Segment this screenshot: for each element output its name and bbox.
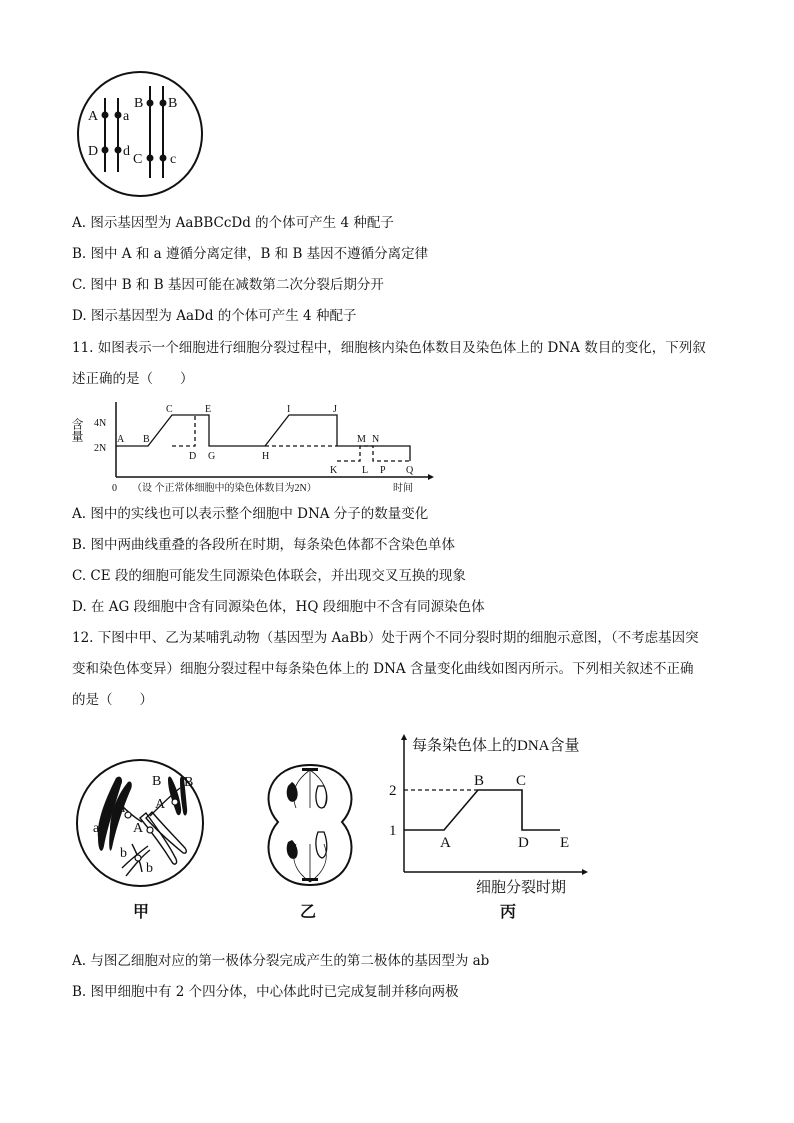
q12-jia-gene: b xyxy=(120,846,127,861)
q10-option-d: D. 图示基因型为 AaDd 的个体可产生 4 种配子 xyxy=(72,308,357,324)
q12-jia-gene: a xyxy=(119,801,126,816)
q11-point-label: B xyxy=(143,434,150,445)
q10-option-b: B. 图中 A 和 a 遵循分离定律，B 和 B 基因不遵循分离定律 xyxy=(72,246,429,262)
q11-point-label: D xyxy=(189,451,197,462)
q12-jia-gene: B xyxy=(152,774,162,789)
q11-point-label: K xyxy=(330,465,338,476)
q11-point-label: E xyxy=(205,404,212,415)
q12-bing-point: A xyxy=(440,835,451,851)
q12-bing-label: 丙 xyxy=(500,904,517,921)
q12-option-a: A. 与图乙细胞对应的第一极体分裂完成产生的第二极体的基因型为 ab xyxy=(72,953,490,969)
q11-point-label: A xyxy=(117,434,125,445)
q11-point-label: J xyxy=(333,404,337,415)
q11-point-label: N xyxy=(372,434,380,445)
q10-gene-label: d xyxy=(123,144,130,159)
q12-stem-line1: 12. 下图中甲、乙为某哺乳动物（基因型为 AaBb）处于两个不同分裂时期的细胞示意图，（不考虑基因突 xyxy=(72,630,699,646)
q11-option-b: B. 图中两曲线重叠的各段所在时期，每条染色体都不含染色单体 xyxy=(72,537,456,553)
q11-point-label: H xyxy=(262,451,270,462)
q12-bing-point: C xyxy=(516,773,527,789)
q11-point-label: P xyxy=(380,465,386,476)
q11-point-label: I xyxy=(287,404,291,415)
q12-bing-point: B xyxy=(474,773,485,789)
q12-jia-gene: b xyxy=(146,861,153,876)
q12-jia-gene: A xyxy=(133,821,144,836)
q12-bing-point: D xyxy=(518,835,529,851)
q11-caption: （设 个正常体细胞中的染色体数目为2N） xyxy=(132,483,317,494)
q12-yi-label: 乙 xyxy=(300,904,317,921)
q11-option-d: D. 在 AG 段细胞中含有同源染色体，HQ 段细胞中不含有同源染色体 xyxy=(72,599,485,615)
q11-origin: 0 xyxy=(112,483,117,494)
q11-point-label: M xyxy=(357,434,366,445)
q12-bing-curve xyxy=(404,790,560,830)
q12-jia-gene: a xyxy=(93,821,100,836)
q12-option-b: B. 图甲细胞中有 2 个四分体，中心体此时已完成复制并移向两极 xyxy=(72,984,459,1000)
q10-gene-label: a xyxy=(123,109,130,124)
q11-point-label: G xyxy=(208,451,216,462)
q12-jia-gene: A xyxy=(155,797,166,812)
q12-bing-ytick-2: 2 xyxy=(389,783,397,799)
q10-gene-label: C xyxy=(133,152,143,167)
q12-bing-ytick-1: 1 xyxy=(389,823,397,839)
q10-gene-label: D xyxy=(88,144,99,159)
q10-gene-label: A xyxy=(88,109,99,124)
q10-option-c: C. 图中 B 和 B 基因可能在减数第二次分裂后期分开 xyxy=(72,277,384,293)
q11-point-label: L xyxy=(362,465,369,476)
q11-xlabel: 时间 xyxy=(393,483,413,494)
q11-option-c: C. CE 段的细胞可能发生同源染色体联会，并出现交叉互换的现象 xyxy=(72,568,466,584)
q10-gene-label: B xyxy=(134,96,144,111)
q10-gene-label: c xyxy=(170,152,177,167)
q10-gene-label: B xyxy=(168,96,178,111)
q11-option-a: A. 图中的实线也可以表示整个细胞中 DNA 分子的数量变化 xyxy=(72,506,429,522)
q11-point-label: Q xyxy=(406,465,414,476)
q12-bing-xlabel: 细胞分裂时期 xyxy=(476,880,567,896)
q11-stem-line2: 述正确的是（ ） xyxy=(72,371,194,387)
q11-ylabel: 含量 xyxy=(70,418,84,442)
q10-option-a: A. 图示基因型为 AaBBCcDd 的个体可产生 4 种配子 xyxy=(72,215,394,231)
q11-stem-line1: 11. 如图表示一个细胞进行细胞分裂过程中，细胞核内染色体数目及染色体上的 DNA 数目的变化，下列叙 xyxy=(72,340,706,356)
q11-ytick-4n: 4N xyxy=(94,418,107,429)
q12-stem-line2: 变和染色体变异）细胞分裂过程中每条染色体上的 DNA 含量变化曲线如图丙所示。下列相关叙述不正确 xyxy=(72,661,694,677)
q12-bing-point: E xyxy=(560,835,570,851)
q12-stem-line3: 的是（ ） xyxy=(72,692,153,708)
q11-point-label: C xyxy=(166,404,173,415)
q12-jia-gene: B xyxy=(184,775,194,790)
q12-jia-label: 甲 xyxy=(133,904,150,921)
q11-ytick-2n: 2N xyxy=(94,443,107,454)
q12-bing-ylabel: 每条染色体上的DNA含量 xyxy=(412,738,580,754)
